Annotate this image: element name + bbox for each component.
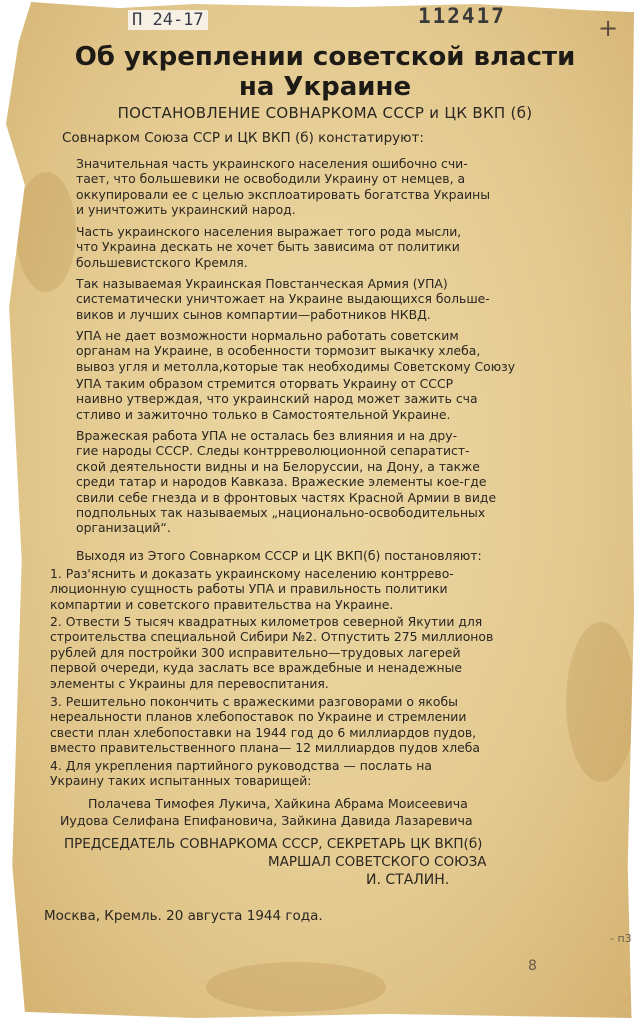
text-line: Значительная часть украинского населения ошибочно счи- [76,156,468,171]
place-and-date: Москва, Кремль. 20 августа 1944 года. [44,908,323,924]
text-line: гие народы СССР. Следы контрреволюционной сепаратист- [76,443,470,459]
intro-line: Совнарком Союза ССР и ЦК ВКП (б) констатируют: [62,130,424,146]
point-3 [50,694,566,756]
paragraph-4 [50,328,566,374]
text-line: органам на Украине, в особенности тормозит выкачку хлеба, [76,343,481,359]
text-line: Часть украинского населения выражает того рода мысли, [76,224,462,239]
pencil-note: - п3 [610,932,632,945]
text-line: строительства специальной Сибири №2. Отпустить 275 миллионов [50,629,494,645]
text-line: свили себе гнезда и в фронтовых частях Красной Армии в виде [76,489,497,505]
corner-mark: + [598,14,619,42]
text-line: УПА таким образом стремится оторвать Украину от СССР [76,376,454,391]
point-2 [50,614,566,691]
text-line: Так называемая Украинская Повстанческая Армия (УПА) [76,276,448,291]
text-line: 1. Раз'яснить и доказать украинскому населению контррево- [50,566,454,581]
text-line: нереальности планов хлебопоставок по Украине и стремлении [50,709,467,725]
paragraph-2 [50,224,566,270]
text-line: вместо правительственного плана— 12 миллиардов пудов хлеба [50,740,480,756]
text-line: УПА не дает возможности нормально работать советским [76,328,459,343]
subtitle: ПОСТАНОВЛЕНИЕ СОВНАРКОМА СССР и ЦК ВКП (б) [117,104,533,122]
text-line: люционную сущность работы УПА и правильность политики [50,581,448,597]
signature-line-1: ПРЕДСЕДАТЕЛЬ СОВНАРКОМА СССР, СЕКРЕТАРЬ ЦК ВКП(б) [64,836,483,852]
text-line: рублей для постройки 300 исправительно—трудовых лагерей [50,644,461,660]
text-line: тает, что большевики не освободили Украину от немцев, а [76,171,466,187]
text-line: стливо и зажиточно только в Самостоятельной Украине. [76,406,451,422]
paragraph-1 [50,156,566,218]
text-line: что Украина дескать не хочет быть зависима от политики [76,239,460,255]
text-line: оккупировали ее с целью эксплоатировать богатства Украины [76,186,491,202]
text-line: среди татар и народов Кавказа. Вражеские элементы кое-где [76,474,487,490]
text-line: первой очереди, куда заслать все враждебные и ненадежные [50,660,463,676]
text-line: вывоз угля и метолла,которые так необходимы Советскому Союзу [76,358,516,374]
text-line: 2. Отвести 5 тысяч квадратных километров северной Якутии для [50,614,483,629]
title-line-2: на Украине [238,72,412,102]
signature-line-3: И. СТАЛИН. [366,872,450,888]
text-line: и уничтожить украинский народ. [76,202,296,218]
text-line: 3. Решительно покончить с вражескими разговорами о якобы [50,694,458,709]
paragraph-5 [50,376,566,422]
text-line: организаций“. [76,520,171,536]
paragraph-6 [50,428,566,536]
names-line-1: Полачева Тимофея Лукича, Хайкина Абрама Моисеевича [88,796,468,811]
text-line: Украину таких испытанных товарищей: [50,773,312,789]
resolution-intro [50,548,566,563]
text-line: ской деятельности видны и на Белоруссии, на Дону, а также [76,458,480,474]
text-line: виков и лучших сынов компартии—работников НКВД. [76,306,431,322]
text-line: наивно утверждая, что украинский народ может зажить сча [76,391,478,407]
text-line: свести план хлебопоставки на 1944 год до 6 миллиардов пудов, [50,724,477,740]
pencil-note-2: 8 [528,958,537,974]
text-line: элементы с Украины для перевоспитания. [50,675,329,691]
text-line: компартии и советского правительства на Украине. [50,596,394,612]
text-line: большевистского Кремля. [76,254,248,270]
text-line: подпольных так называемых „национально-освободительных [76,505,486,521]
text-line: Выходя из Этого Совнарком СССР и ЦК ВКП(б) постановляют: [76,548,482,563]
paragraph-3 [50,276,566,322]
text-line: 4. Для укрепления партийного руководства — послать на [50,758,432,773]
document-number: 112417 [418,4,506,28]
point-4 [50,758,566,789]
signature-line-2: МАРШАЛ СОВЕТСКОГО СОЮЗА [268,854,487,870]
text-line: Вражеская работа УПА не осталась без влияния и на дру- [76,428,458,443]
archive-label: П 24-17 [128,10,208,30]
point-1 [50,566,566,612]
names-line-2: Иудова Селифана Епифановича, Зайкина Давида Лазаревича [60,813,473,828]
text-line: систематически уничтожает на Украине выдающихся больше- [76,291,490,307]
title-line-1: Об укреплении советской власти [74,42,576,72]
